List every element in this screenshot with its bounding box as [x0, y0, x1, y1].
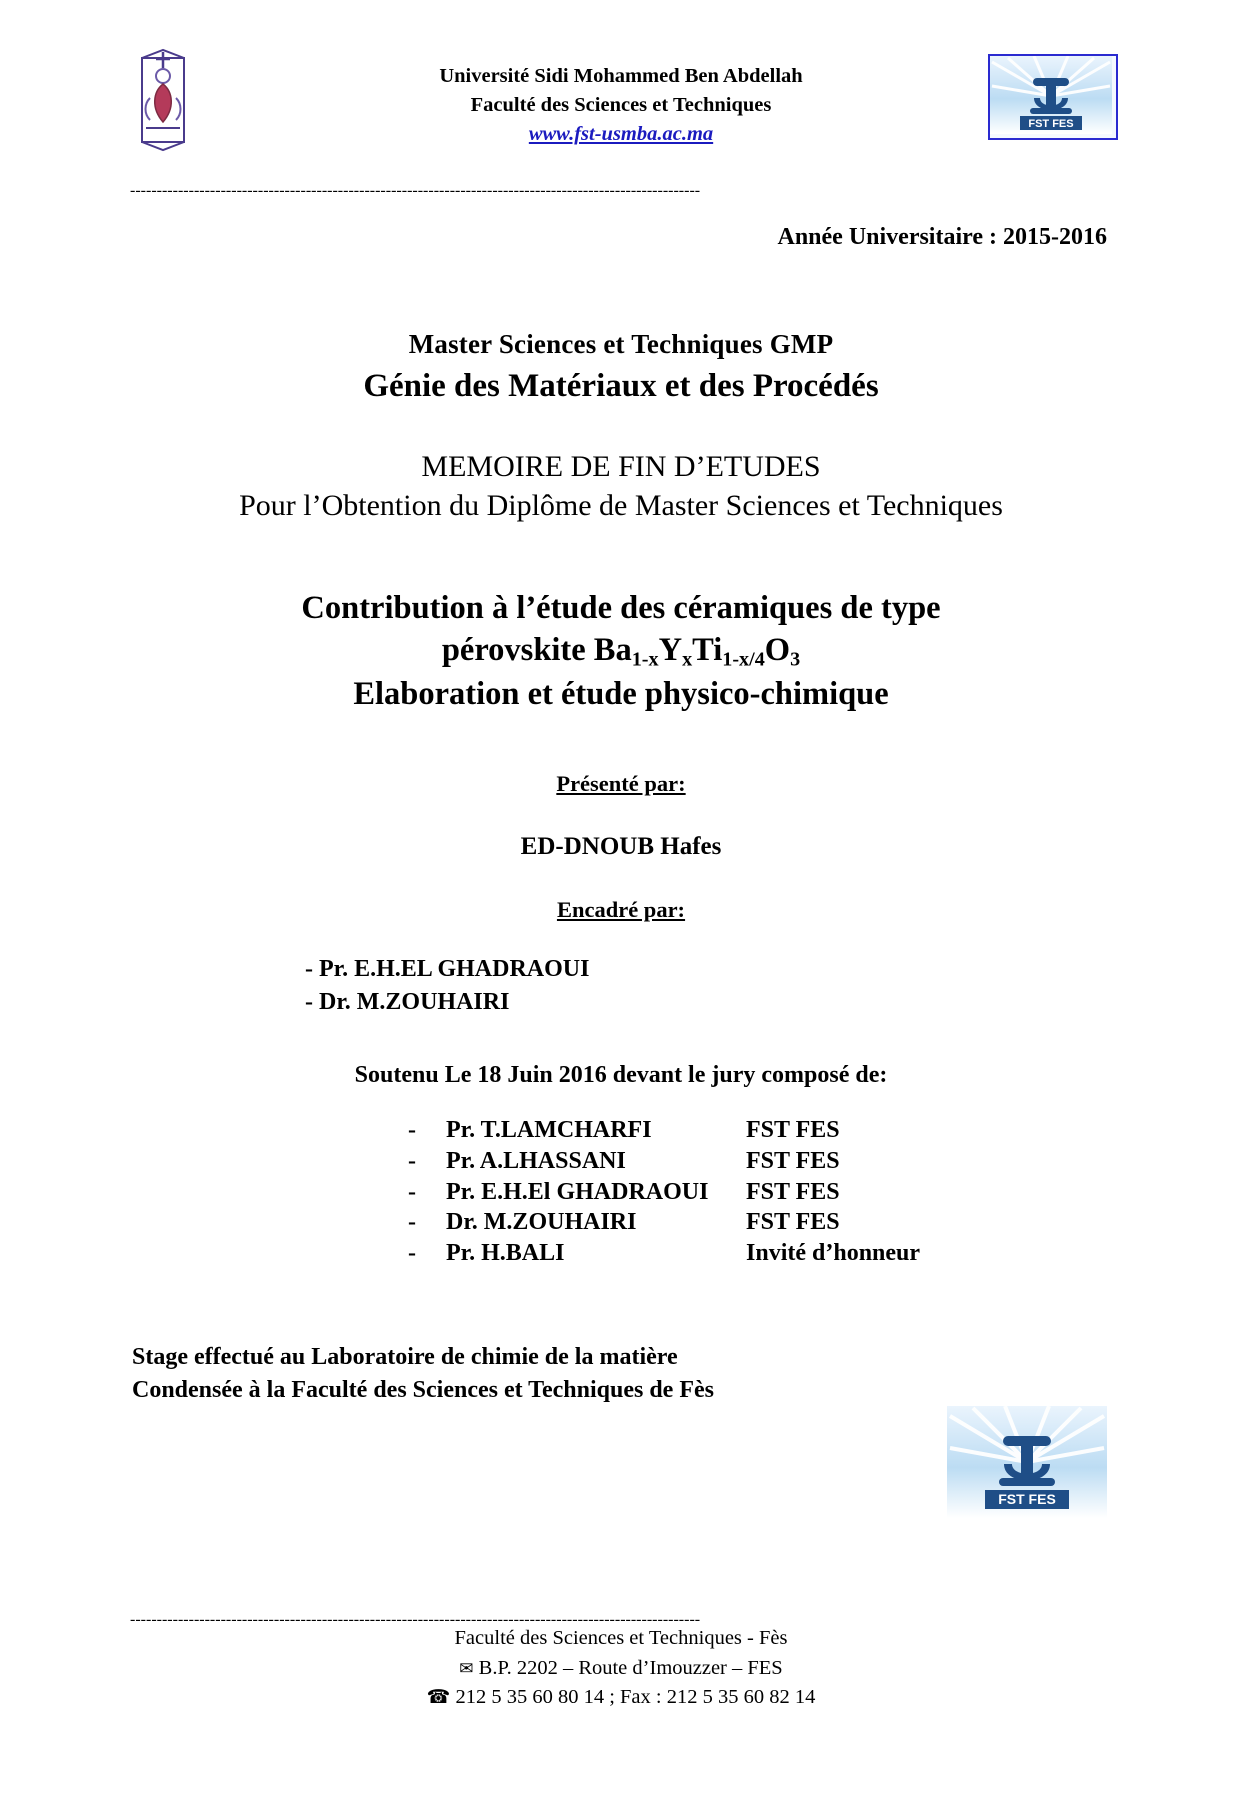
phone-icon: ☎	[426, 1687, 451, 1709]
footer-address-row	[0, 1654, 1242, 1684]
author-name: ED-DNOUB Hafes	[520, 833, 722, 861]
formula-o: O	[764, 632, 791, 669]
jury-dash: -	[408, 1209, 416, 1236]
supervisor-item: - Pr. E.H.EL GHADRAOUI	[305, 956, 590, 983]
formula-prefix: pérovskite Ba	[441, 632, 632, 669]
jury-member-name: Pr. E.H.El GHADRAOUI	[446, 1178, 709, 1205]
thesis-title	[0, 587, 1242, 715]
formula-sub-3: 1-x/4	[722, 648, 765, 671]
document-type-block	[0, 447, 1242, 525]
thesis-title-line1: Contribution à l’étude des céramiques de type	[301, 590, 941, 626]
defense-statement: Soutenu Le 18 Juin 2016 devant le jury composé de:	[354, 1062, 888, 1089]
internship-line2: Condensée à la Faculté des Sciences et Techniques de Fès	[132, 1376, 714, 1403]
jury-row	[0, 1177, 1242, 1208]
svg-text:FST FES: FST FES	[998, 1491, 1056, 1507]
university-crest-logo	[120, 48, 205, 153]
jury-dash: -	[408, 1178, 416, 1205]
footer-address: B.P. 2202 – Route d’Imouzzer – FES	[478, 1656, 783, 1679]
jury-row	[0, 1238, 1242, 1269]
document-type-line1: MEMOIRE DE FIN D’ETUDES	[421, 450, 821, 483]
formula-ti: Ti	[692, 632, 723, 669]
jury-member-name: Pr. T.LAMCHARFI	[446, 1117, 652, 1144]
fst-fes-logo-bottom	[947, 1406, 1107, 1518]
jury-member-name: Dr. M.ZOUHAIRI	[446, 1209, 637, 1236]
formula-y: Y	[658, 632, 683, 669]
program-block	[0, 329, 1242, 405]
jury-member-name: Pr. H.BALI	[446, 1240, 565, 1266]
internship-note	[132, 1341, 892, 1407]
document-footer	[0, 1624, 1242, 1713]
program-line: Master Sciences et Techniques GMP	[408, 329, 834, 359]
jury-dash: -	[408, 1240, 416, 1266]
presented-by-label: Présenté par:	[556, 771, 686, 797]
jury-dash: -	[408, 1147, 416, 1174]
jury-row	[0, 1146, 1242, 1177]
jury-member-affiliation: FST FES	[746, 1117, 840, 1144]
jury-list	[0, 1115, 1242, 1269]
document-type-line2: Pour l’Obtention du Diplôme de Master Sciences et Techniques	[239, 489, 1003, 522]
program-title: Génie des Matériaux et des Procédés	[363, 368, 879, 404]
faculty-website-link[interactable]: www.fst-usmba.ac.ma	[528, 123, 714, 146]
header-divider: -----------------------------------------------------------------------------------------------------------	[130, 182, 701, 199]
faculty-name: Faculté des Sciences et Techniques	[470, 94, 772, 117]
supervisor-item: - Dr. M.ZOUHAIRI	[305, 988, 510, 1015]
jury-member-affiliation: Invité d’honneur	[746, 1240, 921, 1266]
svg-text:FST FES: FST FES	[1028, 118, 1074, 130]
jury-member-affiliation: FST FES	[746, 1178, 840, 1205]
thesis-title-line2	[0, 629, 1242, 673]
mail-icon: ✉	[459, 1658, 474, 1678]
formula-sub-1: 1-x	[631, 648, 659, 671]
footer-faculty: Faculté des Sciences et Techniques - Fès	[454, 1626, 788, 1649]
formula-sub-2: x	[682, 648, 693, 671]
supervisors-list	[305, 953, 1242, 1018]
document-header	[130, 48, 1112, 178]
document-page	[0, 48, 1242, 1803]
jury-member-affiliation: FST FES	[746, 1147, 840, 1174]
supervised-by-label: Encadré par:	[556, 897, 686, 923]
academic-year: Année Universitaire : 2015-2016	[777, 224, 1107, 250]
thesis-title-line3: Elaboration et étude physico-chimique	[353, 676, 889, 713]
jury-member-name: Pr. A.LHASSANI	[446, 1147, 626, 1174]
jury-row	[0, 1115, 1242, 1146]
university-name: Université Sidi Mohammed Ben Abdellah	[439, 65, 803, 87]
formula-sub-4: 3	[790, 648, 801, 671]
fst-fes-logo	[988, 54, 1118, 140]
footer-phone-row	[0, 1683, 1242, 1713]
footer-phone: 212 5 35 60 80 14 ; Fax : 212 5 35 60 82 14	[455, 1686, 816, 1709]
jury-row	[0, 1207, 1242, 1238]
header-titles	[130, 48, 1112, 149]
jury-dash: -	[408, 1117, 416, 1144]
footer-divider: -----------------------------------------------------------------------------------------------------------	[130, 1611, 701, 1628]
jury-member-affiliation: FST FES	[746, 1209, 840, 1236]
internship-line1: Stage effectué au Laboratoire de chimie de la matière	[132, 1343, 678, 1370]
